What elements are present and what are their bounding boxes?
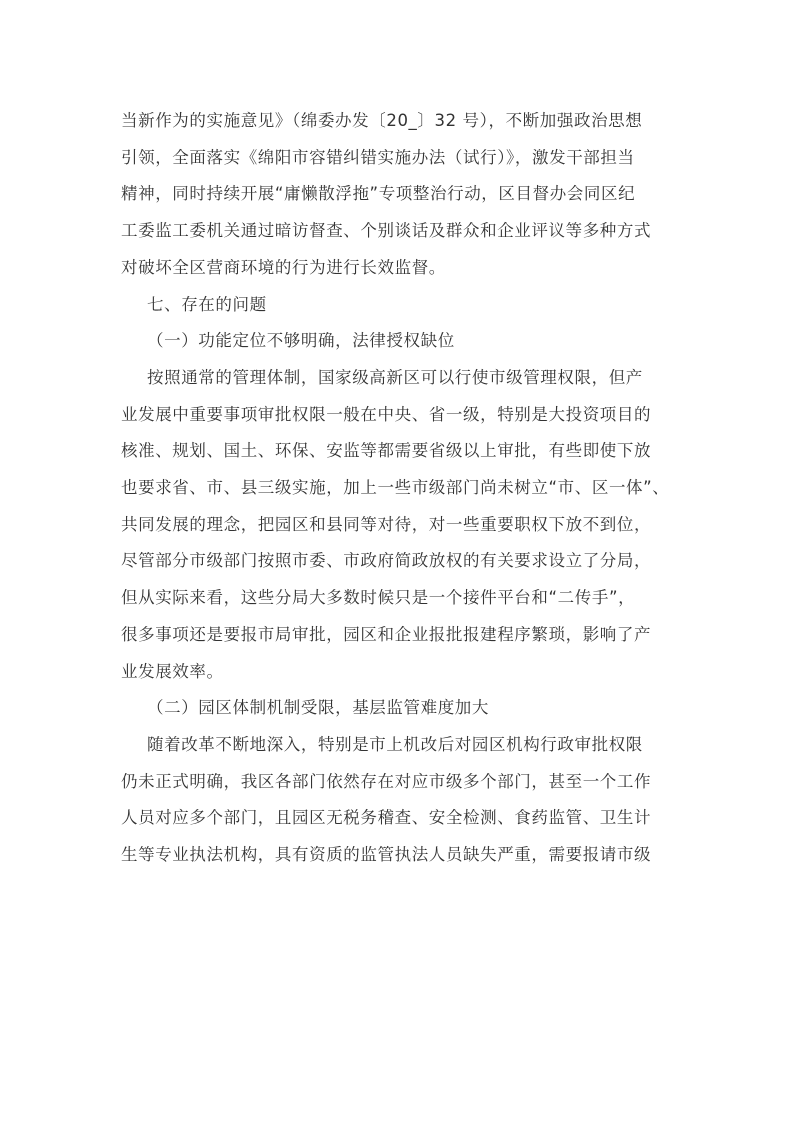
text-line: 但从实际来看，这些分局大多数时候只是一个接件平台和“二传手”，: [121, 588, 636, 608]
text-line: 按照通常的管理体制，国家级高新区可以行使市级管理权限，但产: [147, 367, 643, 387]
text-line: 业发展效率。: [121, 661, 224, 681]
text-line: 尽管部分市级部门按照市委、市政府简政放权的有关要求设立了分局，: [121, 551, 652, 571]
text-line: 人员对应多个部门，且园区无税务稽查、安全检测、食药监管、卫生计: [121, 808, 652, 828]
text-line: 仍未正式明确，我区各部门依然存在对应市级多个部门，甚至一个工作: [121, 771, 652, 791]
paragraph-management-system: [121, 360, 675, 690]
paragraph-reform: [121, 727, 675, 874]
text-line: 对破坏全区营商环境的行为进行长效监督。: [121, 257, 446, 277]
subsection-heading-1: （一）功能定位不够明确，法律授权缺位: [147, 331, 455, 351]
text-line: 很多事项还是要报市局审批，园区和企业报批报建程序繁琐，影响了产: [121, 624, 652, 644]
document-page: [121, 103, 675, 874]
text-line: 共同发展的理念，把园区和县同等对待，对一些重要职权下放不到位，: [121, 514, 652, 534]
text-line: 也要求省、市、县三级实施，加上一些市级部门尚未树立“市、区一体”、: [121, 478, 670, 498]
text-line: 业发展中重要事项审批权限一般在中央、省一级，特别是大投资项目的: [121, 404, 652, 424]
section-heading-problems: 七、存在的问题: [147, 294, 267, 314]
subsection-heading-2: （二）园区体制机制受限，基层监管难度加大: [147, 698, 489, 718]
text-line: 生等专业执法机构，具有资质的监管执法人员缺失严重，需要报请市级: [121, 845, 652, 865]
text-line: 精神，同时持续开展“庸懒散浮拖”专项整治行动，区目督办会同区纪: [121, 184, 636, 204]
text-line: 当新作为的实施意见》（绵委办发〔20_〕32 号），不断加强政治思想: [121, 111, 643, 130]
text-line: 工委监工委机关通过暗访督查、个别谈话及群众和企业评议等多种方式: [121, 221, 652, 241]
text-line: 核准、规划、国土、环保、安监等都需要省级以上审批，有些即使下放: [121, 441, 652, 461]
text-line: 随着改革不断地深入，特别是市上机改后对园区机构行政审批权限: [147, 734, 643, 754]
text-line: 引领，全面落实《绵阳市容错纠错实施办法（试行）》，激发干部担当: [121, 147, 635, 167]
paragraph-implementation: [121, 103, 675, 287]
